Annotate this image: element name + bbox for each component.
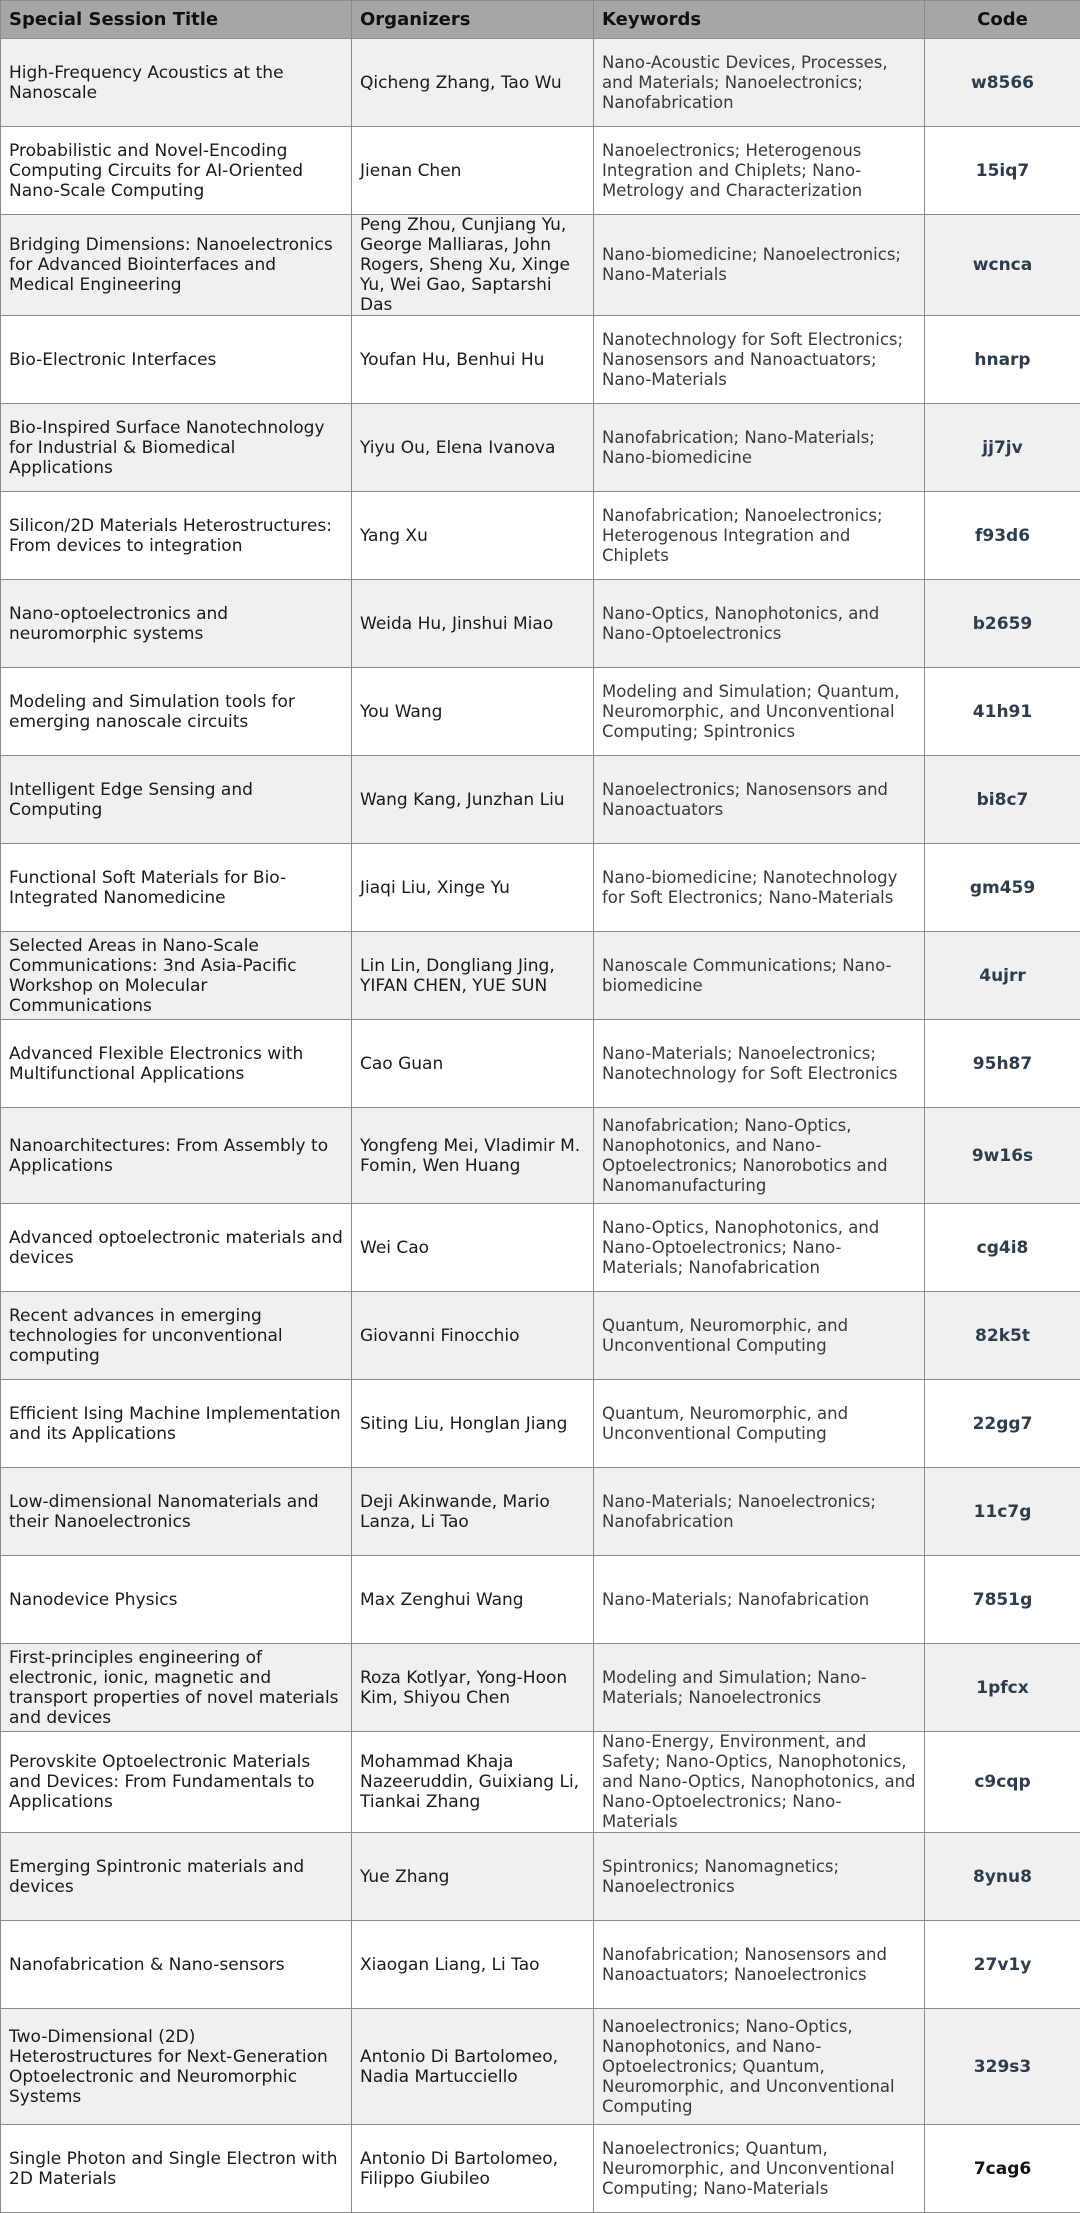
- session-organizers: Roza Kotlyar, Yong-Hoon Kim, Shiyou Chen: [352, 1644, 594, 1732]
- session-code: c9cqp: [925, 1732, 1080, 1833]
- session-organizers: Yang Xu: [352, 492, 594, 580]
- table-row: [1, 668, 1080, 756]
- table-header-row: [1, 1, 1080, 39]
- session-code: w8566: [925, 39, 1080, 127]
- session-keywords: Nano-Acoustic Devices, Processes, and Materials; Nanoelectronics; Nanofabrication: [594, 39, 925, 127]
- session-organizers: Yiyu Ou, Elena Ivanova: [352, 404, 594, 492]
- session-keywords: Nanofabrication; Nano-Materials; Nano-biomedicine: [594, 404, 925, 492]
- session-keywords: Nanofabrication; Nanoelectronics; Heterogenous Integration and Chiplets: [594, 492, 925, 580]
- session-code: 22gg7: [925, 1380, 1080, 1468]
- session-keywords: Nano-Optics, Nanophotonics, and Nano-Optoelectronics; Nano-Materials; Nanofabrication: [594, 1204, 925, 1292]
- table-row: [1, 1644, 1080, 1732]
- table-row: [1, 1732, 1080, 1833]
- session-title: Low-dimensional Nanomaterials and their Nanoelectronics: [1, 1468, 352, 1556]
- session-code: cg4i8: [925, 1204, 1080, 1292]
- table-row: [1, 844, 1080, 932]
- session-keywords: Modeling and Simulation; Nano-Materials; Nanoelectronics: [594, 1644, 925, 1732]
- session-title: Efficient Ising Machine Implementation and its Applications: [1, 1380, 352, 1468]
- session-title: Advanced optoelectronic materials and devices: [1, 1204, 352, 1292]
- table-row: [1, 1468, 1080, 1556]
- session-code: 15iq7: [925, 127, 1080, 215]
- table-row: [1, 1108, 1080, 1204]
- table-row: [1, 492, 1080, 580]
- session-organizers: Weida Hu, Jinshui Miao: [352, 580, 594, 668]
- session-title: First-principles engineering of electronic, ionic, magnetic and transport properties of novel materials and devices: [1, 1644, 352, 1732]
- session-code: 8ynu8: [925, 1833, 1080, 1921]
- column-header-organizers: Organizers: [352, 1, 594, 39]
- session-title: Bio-Electronic Interfaces: [1, 316, 352, 404]
- table-row: [1, 1380, 1080, 1468]
- session-organizers: Yue Zhang: [352, 1833, 594, 1921]
- session-code: gm459: [925, 844, 1080, 932]
- session-code: 9w16s: [925, 1108, 1080, 1204]
- table-row: [1, 932, 1080, 1020]
- session-code: 4ujrr: [925, 932, 1080, 1020]
- table-row: [1, 1292, 1080, 1380]
- session-keywords: Quantum, Neuromorphic, and Unconventional Computing: [594, 1380, 925, 1468]
- table-row: [1, 1921, 1080, 2009]
- table-row: [1, 1833, 1080, 1921]
- table-row: [1, 404, 1080, 492]
- session-keywords: Nanoelectronics; Heterogenous Integration and Chiplets; Nano-Metrology and Characterization: [594, 127, 925, 215]
- table-row: [1, 1204, 1080, 1292]
- session-code: hnarp: [925, 316, 1080, 404]
- session-code: 82k5t: [925, 1292, 1080, 1380]
- session-organizers: Antonio Di Bartolomeo, Nadia Martucciello: [352, 2009, 594, 2125]
- session-keywords: Nano-biomedicine; Nanotechnology for Soft Electronics; Nano-Materials: [594, 844, 925, 932]
- table-row: [1, 580, 1080, 668]
- session-code: jj7jv: [925, 404, 1080, 492]
- session-title: Two-Dimensional (2D) Heterostructures for Next-Generation Optoelectronic and Neuromorphic Systems: [1, 2009, 352, 2125]
- session-organizers: Qicheng Zhang, Tao Wu: [352, 39, 594, 127]
- session-code: 41h91: [925, 668, 1080, 756]
- session-code: 27v1y: [925, 1921, 1080, 2009]
- column-header-title: Special Session Title: [1, 1, 352, 39]
- session-title: Probabilistic and Novel-Encoding Computing Circuits for AI-Oriented Nano-Scale Computing: [1, 127, 352, 215]
- session-organizers: Max Zenghui Wang: [352, 1556, 594, 1644]
- session-title: Functional Soft Materials for Bio-Integrated Nanomedicine: [1, 844, 352, 932]
- session-code: 7851g: [925, 1556, 1080, 1644]
- session-organizers: Giovanni Finocchio: [352, 1292, 594, 1380]
- session-keywords: Nanoelectronics; Nano-Optics, Nanophotonics, and Nano-Optoelectronics; Quantum, Neuromorphic, and Unconventional Computing: [594, 2009, 925, 2125]
- session-title: Bridging Dimensions: Nanoelectronics for Advanced Biointerfaces and Medical Engineering: [1, 215, 352, 316]
- session-organizers: Antonio Di Bartolomeo, Filippo Giubileo: [352, 2125, 594, 2213]
- session-code: bi8c7: [925, 756, 1080, 844]
- session-keywords: Nanofabrication; Nanosensors and Nanoactuators; Nanoelectronics: [594, 1921, 925, 2009]
- session-title: Silicon/2D Materials Heterostructures: From devices to integration: [1, 492, 352, 580]
- session-keywords: Spintronics; Nanomagnetics; Nanoelectronics: [594, 1833, 925, 1921]
- session-organizers: Mohammad Khaja Nazeeruddin, Guixiang Li, Tiankai Zhang: [352, 1732, 594, 1833]
- table-row: [1, 1556, 1080, 1644]
- session-organizers: Jiaqi Liu, Xinge Yu: [352, 844, 594, 932]
- session-title: Nanodevice Physics: [1, 1556, 352, 1644]
- session-title: Nano-optoelectronics and neuromorphic systems: [1, 580, 352, 668]
- session-organizers: Wang Kang, Junzhan Liu: [352, 756, 594, 844]
- session-title: Intelligent Edge Sensing and Computing: [1, 756, 352, 844]
- session-code: wcnca: [925, 215, 1080, 316]
- session-organizers: Youfan Hu, Benhui Hu: [352, 316, 594, 404]
- session-code: 11c7g: [925, 1468, 1080, 1556]
- session-code: 329s3: [925, 2009, 1080, 2125]
- session-organizers: Siting Liu, Honglan Jiang: [352, 1380, 594, 1468]
- session-keywords: Nanotechnology for Soft Electronics; Nanosensors and Nanoactuators; Nano-Materials: [594, 316, 925, 404]
- session-keywords: Nano-Materials; Nanoelectronics; Nanotechnology for Soft Electronics: [594, 1020, 925, 1108]
- table-row: [1, 127, 1080, 215]
- session-keywords: Nano-Materials; Nanoelectronics; Nanofabrication: [594, 1468, 925, 1556]
- session-organizers: Wei Cao: [352, 1204, 594, 1292]
- session-organizers: Lin Lin, Dongliang Jing, YIFAN CHEN, YUE SUN: [352, 932, 594, 1020]
- table-row: [1, 215, 1080, 316]
- table-row: [1, 1020, 1080, 1108]
- session-keywords: Quantum, Neuromorphic, and Unconventional Computing: [594, 1292, 925, 1380]
- table-row: [1, 316, 1080, 404]
- session-organizers: Yongfeng Mei, Vladimir M. Fomin, Wen Huang: [352, 1108, 594, 1204]
- table-row: [1, 2125, 1080, 2213]
- session-organizers: Cao Guan: [352, 1020, 594, 1108]
- session-organizers: Deji Akinwande, Mario Lanza, Li Tao: [352, 1468, 594, 1556]
- session-title: Emerging Spintronic materials and devices: [1, 1833, 352, 1921]
- session-title: Nanoarchitectures: From Assembly to Applications: [1, 1108, 352, 1204]
- session-keywords: Modeling and Simulation; Quantum, Neuromorphic, and Unconventional Computing; Spintronics: [594, 668, 925, 756]
- session-organizers: Xiaogan Liang, Li Tao: [352, 1921, 594, 2009]
- column-header-code: Code: [925, 1, 1080, 39]
- session-organizers: Peng Zhou, Cunjiang Yu, George Malliaras, John Rogers, Sheng Xu, Xinge Yu, Wei Gao, Saptarshi Das: [352, 215, 594, 316]
- session-code: 7cag6: [925, 2125, 1080, 2213]
- column-header-keywords: Keywords: [594, 1, 925, 39]
- session-keywords: Nanofabrication; Nano-Optics, Nanophotonics, and Nano-Optoelectronics; Nanorobotics and Nanomanufacturing: [594, 1108, 925, 1204]
- session-keywords: Nanoelectronics; Nanosensors and Nanoactuators: [594, 756, 925, 844]
- table-row: [1, 2009, 1080, 2125]
- session-keywords: Nano-Materials; Nanofabrication: [594, 1556, 925, 1644]
- session-title: Advanced Flexible Electronics with Multifunctional Applications: [1, 1020, 352, 1108]
- session-code: 95h87: [925, 1020, 1080, 1108]
- session-title: High-Frequency Acoustics at the Nanoscale: [1, 39, 352, 127]
- session-code: f93d6: [925, 492, 1080, 580]
- session-keywords: Nanoscale Communications; Nano-biomedicine: [594, 932, 925, 1020]
- session-title: Perovskite Optoelectronic Materials and Devices: From Fundamentals to Applications: [1, 1732, 352, 1833]
- session-organizers: Jienan Chen: [352, 127, 594, 215]
- table-body: [1, 39, 1080, 2213]
- session-code: 1pfcx: [925, 1644, 1080, 1732]
- session-keywords: Nano-biomedicine; Nanoelectronics; Nano-Materials: [594, 215, 925, 316]
- session-code: b2659: [925, 580, 1080, 668]
- session-organizers: You Wang: [352, 668, 594, 756]
- session-title: Nanofabrication & Nano-sensors: [1, 1921, 352, 2009]
- session-title: Modeling and Simulation tools for emerging nanoscale circuits: [1, 668, 352, 756]
- table-row: [1, 39, 1080, 127]
- session-title: Recent advances in emerging technologies for unconventional computing: [1, 1292, 352, 1380]
- session-title: Single Photon and Single Electron with 2D Materials: [1, 2125, 352, 2213]
- table-row: [1, 756, 1080, 844]
- session-keywords: Nano-Optics, Nanophotonics, and Nano-Optoelectronics: [594, 580, 925, 668]
- session-title: Bio-Inspired Surface Nanotechnology for Industrial & Biomedical Applications: [1, 404, 352, 492]
- session-keywords: Nanoelectronics; Quantum, Neuromorphic, and Unconventional Computing; Nano-Materials: [594, 2125, 925, 2213]
- session-keywords: Nano-Energy, Environment, and Safety; Nano-Optics, Nanophotonics, and Nano-Optics, Nanophotonics, and Nano-Optoelectronics; Nano-Materials: [594, 1732, 925, 1833]
- session-title: Selected Areas in Nano-Scale Communications: 3nd Asia-Pacific Workshop on Molecular Communications: [1, 932, 352, 1020]
